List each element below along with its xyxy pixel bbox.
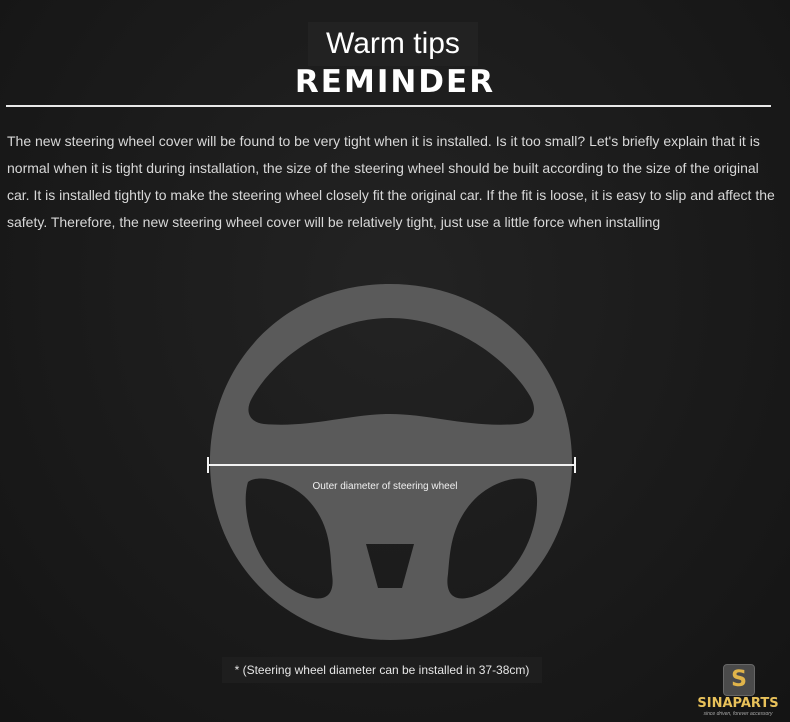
page-subtitle: REMINDER xyxy=(294,64,496,100)
steering-wheel-shape xyxy=(210,284,572,640)
steering-wheel-diagram xyxy=(200,278,590,648)
logo-tagline: since driven, forever accessory xyxy=(703,711,773,717)
logo-badge-icon: S xyxy=(723,664,755,696)
description-paragraph: The new steering wheel cover will be found to be very tight when it is installed. Is it too small? Let's briefly explain that it is normal when it is tight during installation, the size of the steering wheel should be built according to the size of the original car. It is installed tightly to make the steering wheel closely fit the original car. If the fit is loose, it is easy to slip and affect the safety. Therefore, the new steering wheel cover will be relatively tight, just use a little force when installing xyxy=(7,133,775,230)
diameter-label: Outer diameter of steering wheel xyxy=(312,481,458,492)
page-title: Warm tips xyxy=(326,27,460,60)
diameter-note: * (Steering wheel diameter can be installed in 37-38cm) xyxy=(222,657,542,683)
divider xyxy=(6,105,771,107)
title-box xyxy=(308,22,478,66)
logo-name: SINAPARTS xyxy=(697,696,779,711)
brand-logo xyxy=(690,664,786,720)
